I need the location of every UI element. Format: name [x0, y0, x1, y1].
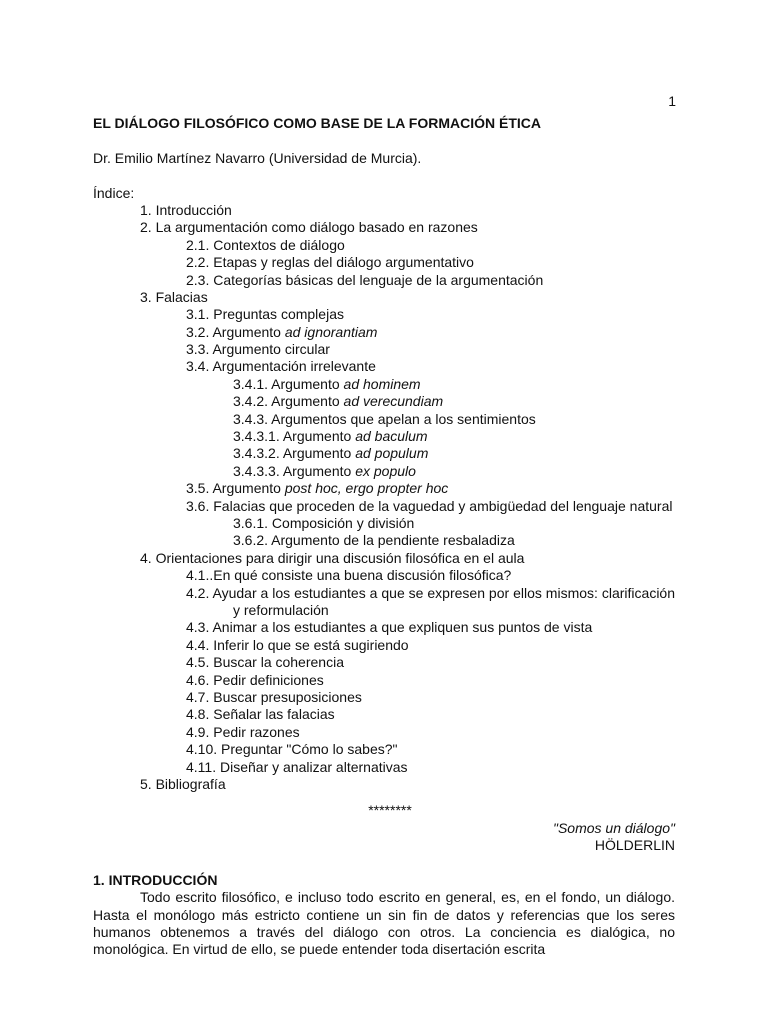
toc-item: [93, 550, 675, 567]
toc-item-text: 2.3. Categorías básicas del lenguaje de la argumentación: [186, 271, 544, 288]
toc-item-text: 4.11. Diseñar y analizar alternativas: [186, 758, 408, 775]
toc-item: [93, 654, 675, 671]
toc-item-text: 4.4. Inferir lo que se está sugiriendo: [186, 636, 409, 653]
toc-item-text: 3.4.3. Argumentos que apelan a los sentimientos: [233, 410, 536, 427]
toc-item: [93, 324, 675, 341]
toc-item: [93, 376, 675, 393]
toc-item-latin-term: ad ignorantiam: [284, 323, 378, 340]
toc-item-text: 5. Bibliografía: [140, 775, 226, 792]
index-label: Índice:: [93, 184, 135, 201]
document-title: EL DIÁLOGO FILOSÓFICO COMO BASE DE LA FORMACIÓN ÉTICA: [93, 115, 541, 131]
toc-item-text: 2.2. Etapas y reglas del diálogo argumentativo: [186, 254, 474, 271]
toc-item: [93, 393, 675, 410]
toc-item-latin-term: ad hominem: [343, 375, 421, 392]
table-of-contents: [93, 202, 675, 793]
toc-item-latin-term: ad verecundiam: [343, 393, 444, 410]
body-paragraph: Todo escrito filosófico, e incluso todo escrito en general, es, en el fondo, un diálogo. Hasta el monólogo más estricto contiene un sin fin de datos y referencias que los seres humanos obtenemos a través del diálogo con otros. La conciencia es dialógica, no monológica. En virtud de ello, se puede entender toda disertación escrita: [93, 889, 675, 958]
toc-item-latin-term: ad populum: [355, 445, 429, 462]
toc-item: [93, 254, 675, 271]
toc-item: [93, 358, 675, 375]
toc-item-text: 1. Introducción: [140, 201, 232, 218]
toc-item-text: 4.7. Buscar presuposiciones: [186, 688, 362, 705]
toc-item: [93, 341, 675, 358]
toc-item-text: 3.4.2. Argumento: [233, 393, 344, 410]
toc-item: [93, 219, 675, 236]
toc-item: [93, 498, 675, 515]
toc-item: [93, 463, 675, 480]
toc-item-text: 3.6. Falacias que proceden de la vaguedad y ambigüedad del lenguaje natural: [186, 497, 673, 514]
toc-item: [93, 585, 675, 620]
toc-item-text: 3.2. Argumento: [186, 323, 285, 340]
toc-item: [93, 237, 675, 254]
toc-item-latin-term: ex populo: [355, 462, 416, 479]
toc-item-text: 2. La argumentación como diálogo basado en razones: [140, 219, 478, 236]
toc-item: [93, 567, 675, 584]
toc-item: [93, 637, 675, 654]
toc-item: [93, 515, 675, 532]
toc-item-text: 4.9. Pedir razones: [186, 723, 300, 740]
toc-item: [93, 445, 675, 462]
toc-item-text: 4.10. Preguntar "Cómo lo sabes?": [186, 741, 398, 758]
toc-item-text: 3.6.2. Argumento de la pendiente resbaladiza: [233, 532, 515, 549]
toc-item-text: 3.1. Preguntas complejas: [186, 306, 344, 323]
toc-item: [93, 672, 675, 689]
toc-item: [93, 480, 675, 497]
section-heading: 1. INTRODUCCIÓN: [93, 871, 218, 888]
toc-item: [93, 724, 675, 741]
separator: ********: [368, 802, 412, 819]
toc-item: [93, 306, 675, 323]
toc-item: [93, 776, 675, 793]
toc-item-text: 3.4.3.2. Argumento: [233, 445, 356, 462]
toc-item-text: 3.4.3.3. Argumento: [233, 462, 356, 479]
toc-item-latin-term: post hoc, ergo propter hoc: [284, 480, 449, 497]
toc-item-text: 4.2. Ayudar a los estudiantes a que se expresen por ellos mismos: clarificación y reformulación: [186, 584, 675, 618]
toc-item: [93, 759, 675, 776]
toc-item-text: 3.4.1. Argumento: [233, 375, 344, 392]
toc-item-text: 3.5. Argumento: [186, 480, 285, 497]
toc-item-text: 4.6. Pedir definiciones: [186, 671, 324, 688]
toc-item: [93, 289, 675, 306]
toc-item: [93, 532, 675, 549]
page-number: 1: [668, 93, 676, 109]
toc-item: [93, 619, 675, 636]
toc-item-text: 2.1. Contextos de diálogo: [186, 236, 345, 253]
toc-item-text: 3.4. Argumentación irrelevante: [186, 358, 376, 375]
toc-item: [93, 706, 675, 723]
toc-item-text: 4.3. Animar a los estudiantes a que expliquen sus puntos de vista: [186, 619, 593, 636]
toc-item-text: 4.5. Buscar la coherencia: [186, 654, 344, 671]
toc-item-text: 3. Falacias: [140, 288, 208, 305]
toc-item: [93, 689, 675, 706]
toc-item-text: 4. Orientaciones para dirigir una discusión filosófica en el aula: [140, 549, 525, 566]
toc-item-latin-term: ad baculum: [355, 428, 428, 445]
toc-item-text: 3.6.1. Composición y división: [233, 515, 415, 531]
toc-item: [93, 428, 675, 445]
toc-item-text: 3.3. Argumento circular: [186, 341, 330, 358]
epigraph-author: HÖLDERLIN: [594, 837, 675, 854]
toc-item-text: 4.8. Señalar las falacias: [186, 706, 335, 723]
toc-item: [93, 411, 675, 428]
epigraph-quote: "Somos un diálogo": [552, 819, 675, 836]
toc-item-text: 4.1..En qué consiste una buena discusión filosófica?: [186, 567, 512, 584]
toc-item: [93, 741, 675, 758]
toc-item: [93, 272, 675, 289]
toc-item-text: 3.4.3.1. Argumento: [233, 428, 356, 445]
toc-item: [93, 202, 675, 219]
author-line: Dr. Emilio Martínez Navarro (Universidad de Murcia).: [93, 149, 422, 166]
document-body: [93, 115, 675, 959]
